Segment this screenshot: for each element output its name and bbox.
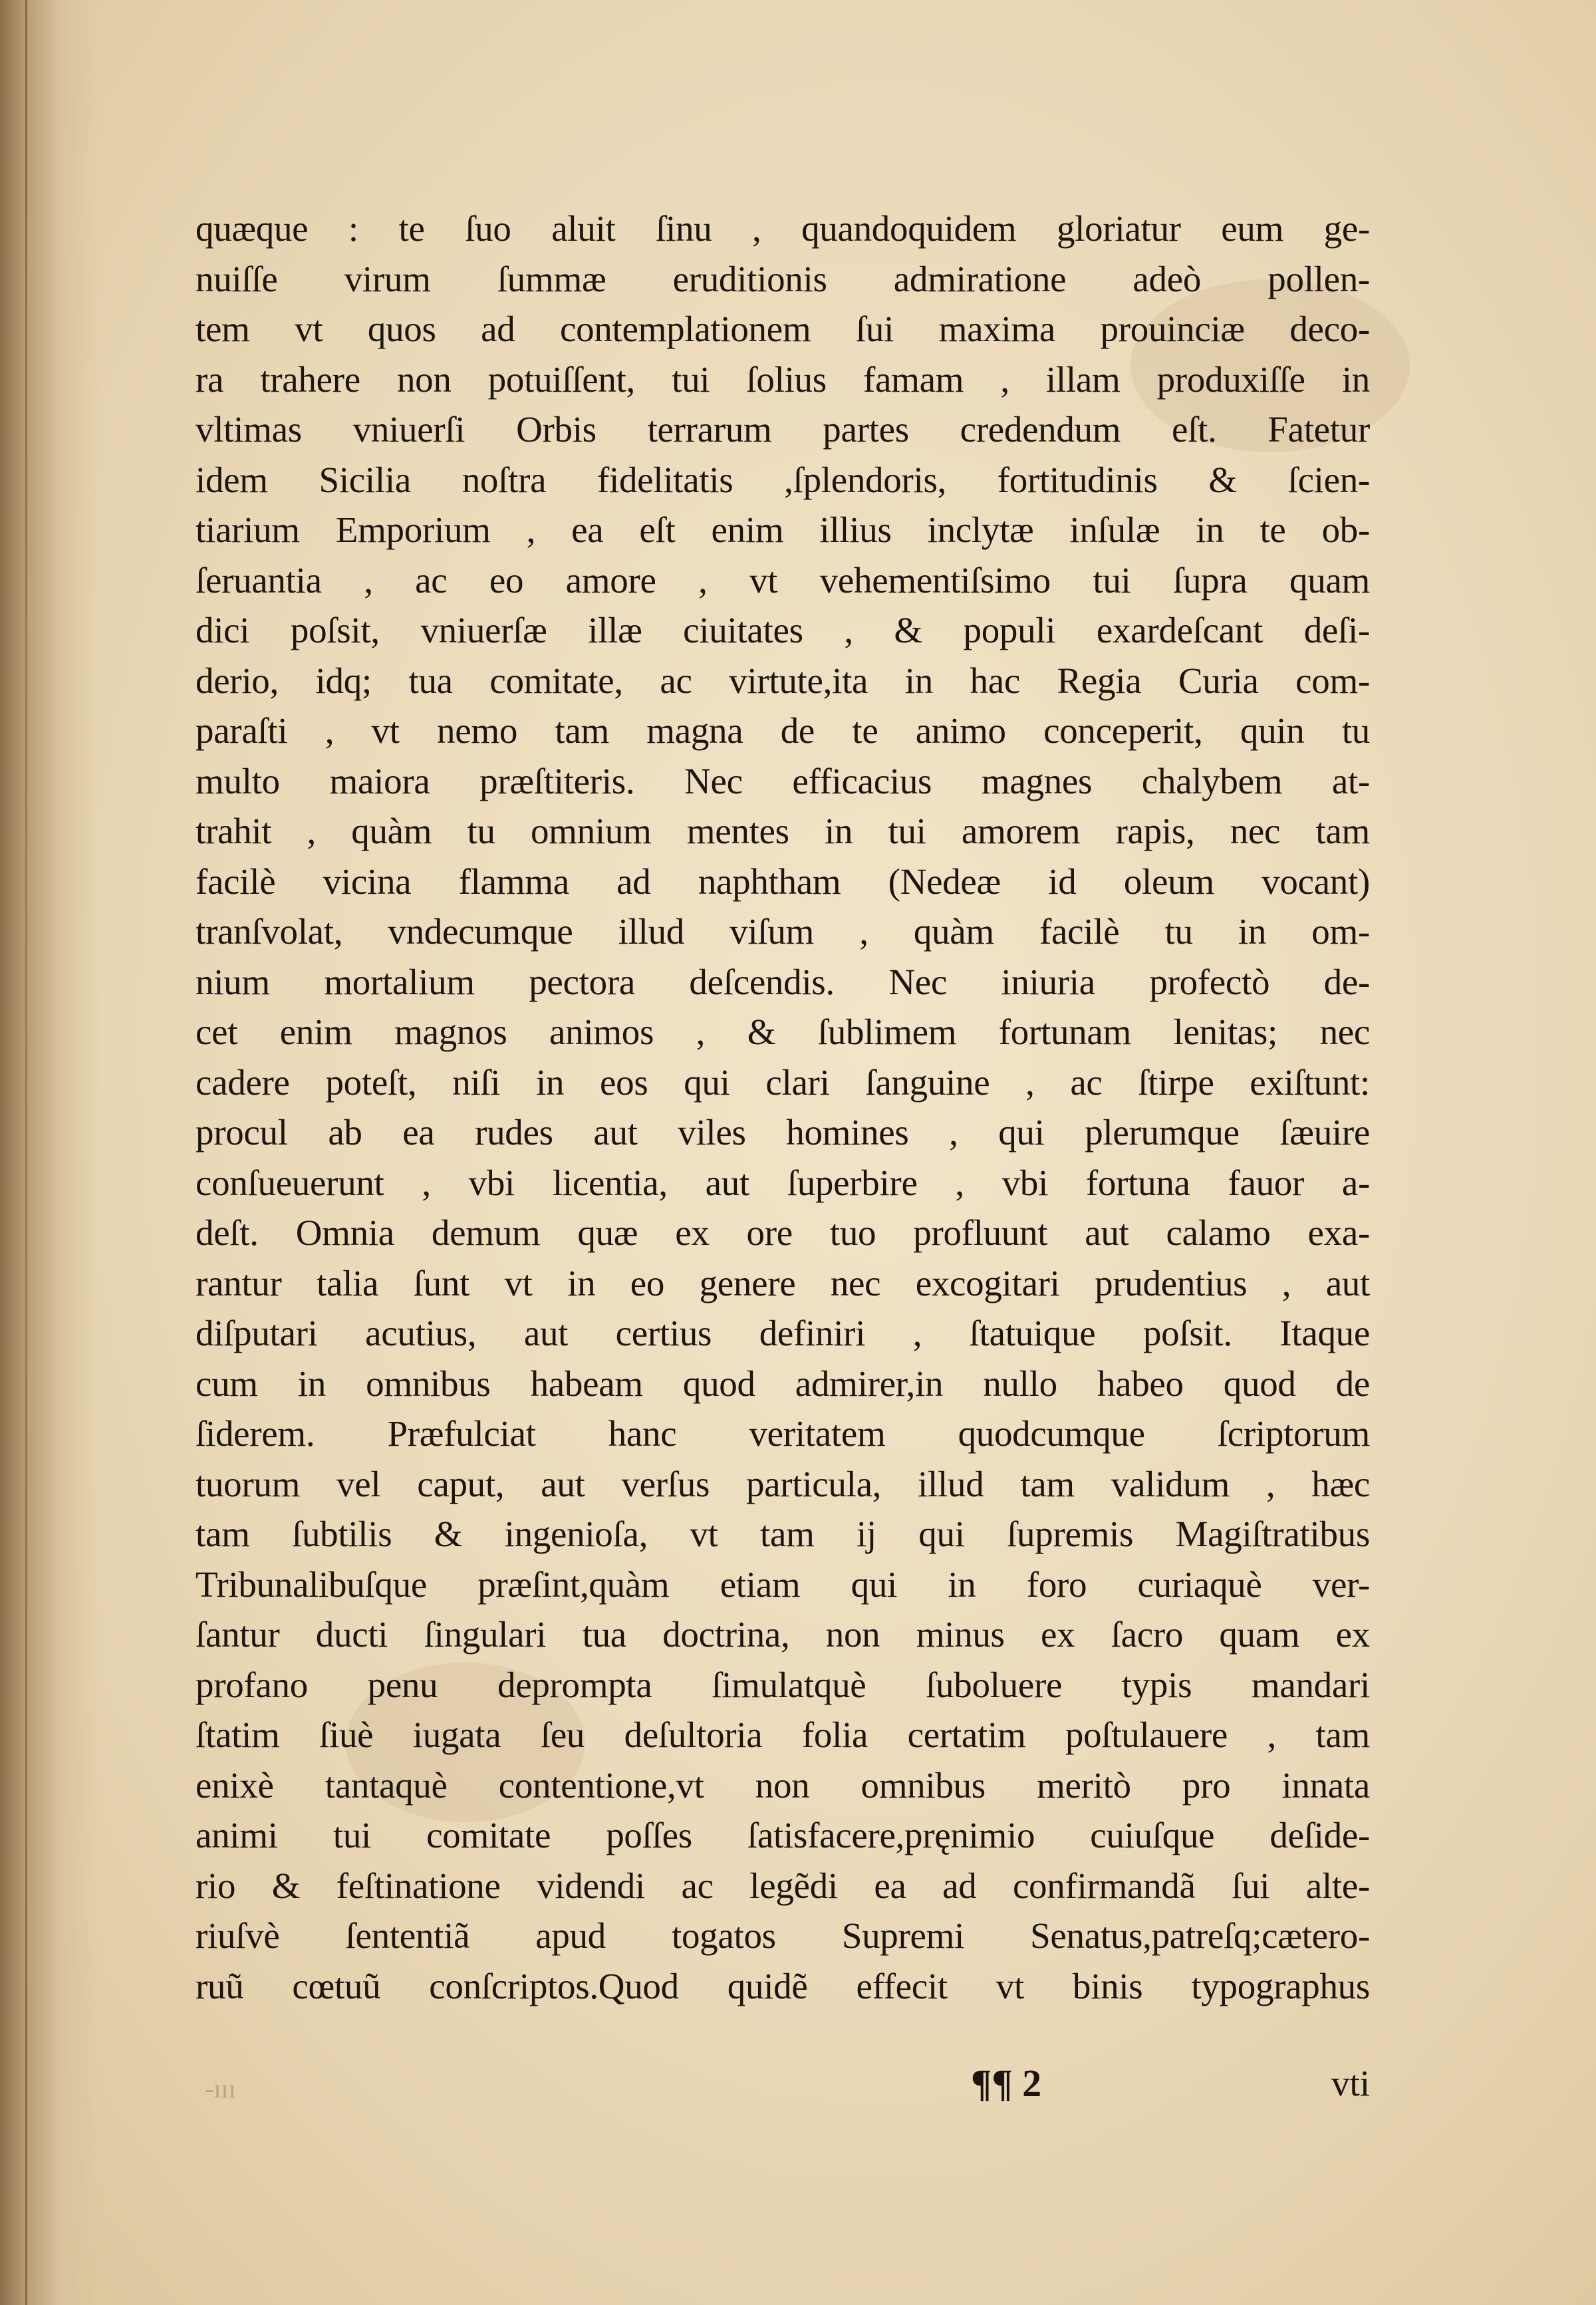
text-line: nium mortalium pectora deſcendis. Nec iniuria profectò de-: [196, 961, 1370, 1002]
text-line: idem Sicilia noſtra fidelitatis ,ſplendoris, fortitudinis & ſcien-: [196, 459, 1370, 500]
binding-gutter-shadow: [0, 0, 100, 2305]
catchword: vti: [1331, 2063, 1370, 2103]
text-line: riuſvè ſententiã apud togatos Supremi Senatus,patreſq;cætero-: [196, 1915, 1370, 1956]
text-line: ſiderem. Præfulciat hanc veritatem quodcumque ſcriptorum: [196, 1413, 1370, 1454]
text-line: animi tui comitate poſſes ſatisfacere,pręnimio cuiuſque deſide-: [196, 1815, 1370, 1855]
text-line: tiarium Emporium , ea eſt enim illius inclytæ inſulæ in te ob-: [196, 509, 1370, 550]
text-line: enixè tantaquè contentione,vt non omnibus meritò pro innata: [196, 1764, 1370, 1806]
text-line: deſt. Omnia demum quæ ex ore tuo profluunt aut calamo exa-: [196, 1212, 1370, 1253]
text-line: profano penu deprompta ſimulatquè ſuboluere typis mandari: [196, 1664, 1370, 1705]
signature-mark: ¶¶ 2: [971, 2062, 1042, 2105]
text-line: vltimas vniuerſi Orbis terrarum partes credendum eſt. Fatetur: [196, 409, 1370, 450]
text-line: ſtatim ſiuè iugata ſeu deſultoria folia certatim poſtulauere , tam: [196, 1714, 1370, 1755]
text-line: conſueuerunt , vbi licentia, aut ſuperbire , vbi fortuna fauor a-: [196, 1162, 1370, 1203]
text-line: procul ab ea rudes aut viles homines , qui plerumque ſæuire: [196, 1112, 1370, 1152]
text-line: tem vt quos ad contemplationem ſui maxima prouinciæ deco-: [196, 309, 1370, 349]
text-line: trahit , quàm tu omnium mentes in tui amorem rapis, nec tam: [196, 811, 1370, 851]
body-text: [196, 203, 1370, 2011]
text-line: tam ſubtilis & ingenioſa, vt tam ij qui ſupremis Magiſtratibus: [196, 1514, 1370, 1554]
text-line: Tribunalibuſque præſint,quàm etiam qui in foro curiaquè ver-: [196, 1563, 1370, 1605]
page-footer: [196, 2060, 1370, 2107]
text-line: ruũ cœtuũ conſcriptos.Quod quidẽ effecit vt binis typographus: [196, 1965, 1370, 2006]
text-line: ſeruantia , ac eo amore , vt vehementiſsimo tui ſupra quam: [196, 559, 1370, 601]
text-line: quæque : te ſuo aluit ſinu , quandoquidem gloriatur eum ge-: [196, 208, 1370, 249]
text-line: tuorum vel caput, aut verſus particula, illud tam validum , hæc: [196, 1463, 1370, 1504]
text-line: dici poſsit, vniuerſæ illæ ciuitates , & populi exardeſcant deſi-: [196, 610, 1370, 650]
text-line: rantur talia ſunt vt in eo genere nec excogitari prudentius , aut: [196, 1262, 1370, 1303]
text-line: cadere poteſt, niſi in eos qui clari ſanguine , ac ſtirpe exiſtunt:: [196, 1061, 1370, 1103]
text-line: paraſti , vt nemo tam magna de te animo conceperit, quin tu: [196, 710, 1370, 751]
text-line: rio & feſtinatione videndi ac legẽdi ea ad confirmandã ſui alte-: [196, 1865, 1370, 1906]
text-line: tranſvolat, vndecumque illud viſum , quàm facilè tu in om-: [196, 911, 1370, 952]
text-line: nuiſſe virum ſummæ eruditionis admiratione adeò pollen-: [196, 258, 1370, 299]
text-line: facilè vicina flamma ad naphtham (Nedeæ id oleum vocant): [196, 861, 1370, 902]
text-line: cet enim magnos animos , & ſublimem fortunam lenitas; nec: [196, 1012, 1370, 1052]
text-line: diſputari acutius, aut certius definiri , ſtatuique poſsit. Itaque: [196, 1313, 1370, 1353]
text-line: derio, idq; tua comitate, ac virtute,ita in hac Regia Curia com-: [196, 660, 1370, 701]
text-line: ra trahere non potuiſſent, tui ſolius famam , illam produxiſſe in: [196, 358, 1370, 400]
text-line: ſantur ducti ſingulari tua doctrina, non minus ex ſacro quam ex: [196, 1614, 1370, 1655]
margin-mark: -ııı: [205, 2074, 236, 2103]
text-line: cum in omnibus habeam quod admirer,in nullo habeo quod de: [196, 1363, 1370, 1404]
binding-gutter-edge: [25, 0, 27, 2305]
text-line: multo maiora præſtiteris. Nec efficacius magnes chalybem at-: [196, 760, 1370, 801]
